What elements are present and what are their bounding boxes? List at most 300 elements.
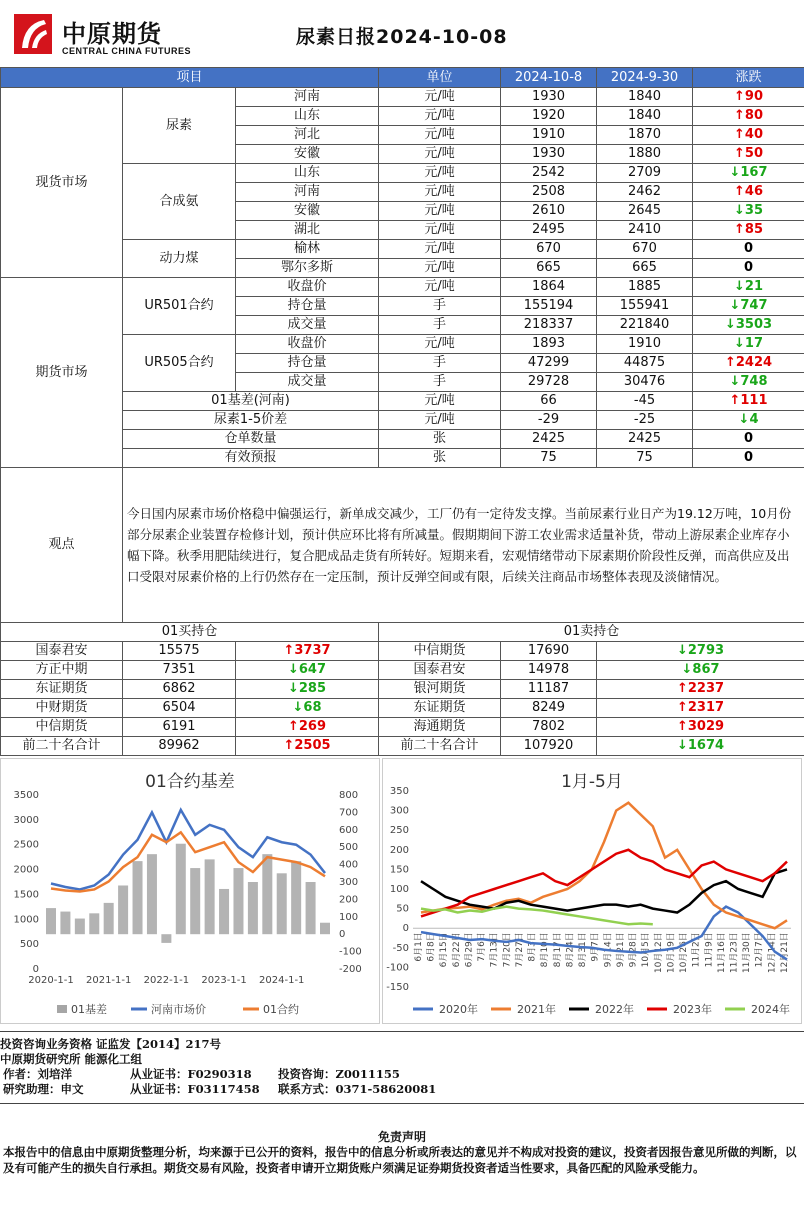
col-header-date1: 2024-10-8 (501, 68, 597, 88)
basis-bar (104, 903, 114, 934)
col-header-change: 涨跌 (693, 68, 804, 88)
x-tick-label: 7月27日 (514, 932, 525, 968)
row-unit: 元/吨 (379, 278, 501, 297)
row-name: 河北 (236, 126, 379, 145)
x-tick-label: 7月20日 (502, 932, 513, 968)
change-value: 2317 (687, 700, 725, 715)
arrow-up-icon: ↑ (283, 643, 295, 658)
row-unit: 元/吨 (379, 88, 501, 107)
buy-change (236, 642, 379, 661)
sell-broker: 中信期货 (379, 642, 501, 661)
buy-volume: 6191 (123, 718, 236, 737)
y-right-tick-label: 100 (339, 911, 359, 923)
y-tick-label: 200 (389, 844, 409, 856)
row-value-previous: 670 (597, 240, 693, 259)
arrow-up-icon: ↑ (676, 681, 688, 696)
arrow-up-icon: ↑ (734, 127, 745, 142)
row-unit: 元/吨 (379, 335, 501, 354)
series-line-2 (421, 869, 787, 912)
row-value-current: 665 (501, 259, 597, 278)
arrow-up-icon: ↑ (724, 355, 736, 370)
row-name: 有效预报 (123, 449, 379, 468)
change-value: 1674 (687, 738, 725, 753)
spread-chart-plot (383, 759, 801, 1023)
row-value-current: -29 (501, 411, 597, 430)
x-tick-label: 12月21日 (780, 932, 790, 974)
y-tick-label: 300 (389, 805, 409, 817)
arrow-down-icon: ↓ (734, 203, 745, 218)
sell-volume: 11187 (501, 680, 597, 699)
y-left-tick-label: 500 (19, 939, 39, 951)
sell-change (597, 680, 804, 699)
legend-label: 2020年 (439, 1003, 478, 1016)
positions-header-row (1, 623, 804, 642)
row-name: 安徽 (236, 202, 379, 221)
basis-bar (60, 912, 70, 935)
legend-swatch (57, 1005, 67, 1013)
group-ammonia: 合成氨 (123, 164, 236, 240)
footer-info (0, 1037, 804, 1097)
y-left-tick-label: 0 (32, 964, 39, 975)
x-tick-label: 11月30日 (742, 932, 753, 974)
row-name: 成交量 (236, 316, 379, 335)
row-value-previous: 1910 (597, 335, 693, 354)
change-value: 3737 (294, 643, 331, 658)
basis-bar (133, 861, 143, 934)
row-change (693, 240, 804, 259)
legend-label: 2022年 (595, 1003, 634, 1016)
row-value-current: 670 (501, 240, 597, 259)
y-right-tick-label: 200 (339, 894, 359, 906)
change-value: 80 (744, 108, 764, 123)
arrow-up-icon: ↑ (729, 393, 741, 408)
x-tick-label: 6月29日 (464, 932, 475, 968)
basis-bar (75, 919, 85, 935)
y-right-tick-label: 0 (339, 929, 346, 941)
footer-consult-cert: 投资咨询：Z0011155 (278, 1067, 400, 1081)
row-value-previous: 155941 (597, 297, 693, 316)
row-unit: 张 (379, 449, 501, 468)
sell-broker: 前二十名合计 (379, 737, 501, 756)
sell-volume: 17690 (501, 642, 597, 661)
row-name: 湖北 (236, 221, 379, 240)
row-change (693, 373, 804, 392)
x-tick-label: 2022-1-1 (143, 975, 190, 986)
y-left-tick-label: 2500 (13, 839, 39, 851)
row-name: 安徽 (236, 145, 379, 164)
basis-bar (262, 854, 272, 934)
x-tick-label: 12月7日 (754, 932, 765, 968)
y-tick-label: -150 (386, 982, 409, 993)
y-tick-label: 250 (389, 825, 409, 837)
x-tick-label: 10月19日 (666, 932, 677, 974)
x-tick-label: 7月13日 (489, 932, 500, 968)
sell-volume: 14978 (501, 661, 597, 680)
buy-volume: 7351 (123, 661, 236, 680)
row-value-previous: 75 (597, 449, 693, 468)
x-tick-label: 10月26日 (679, 932, 690, 974)
basis-bar (233, 868, 243, 934)
row-name: 山东 (236, 164, 379, 183)
row-value-current: 1930 (501, 88, 597, 107)
futures-market-label: 期货市场 (1, 278, 123, 468)
x-tick-label: 8月17日 (552, 932, 563, 968)
row-change (693, 145, 804, 164)
disclaimer-divider (0, 1103, 804, 1104)
row-change (693, 164, 804, 183)
x-tick-label: 6月8日 (426, 932, 437, 962)
arrow-up-icon: ↑ (734, 222, 745, 237)
sell-volume: 8249 (501, 699, 597, 718)
arrow-up-icon: ↑ (734, 89, 745, 104)
row-unit: 元/吨 (379, 240, 501, 259)
change-value: 2237 (687, 681, 725, 696)
footer-institute: 中原期货研究所 能源化工组 (0, 1052, 143, 1066)
row-name: 01基差(河南) (123, 392, 379, 411)
footer-assistant-cert: 从业证书：F03117458 (130, 1082, 260, 1096)
basis-bar (89, 913, 99, 934)
row-value-current: 1930 (501, 145, 597, 164)
market-data-table (0, 67, 804, 623)
change-value: 90 (744, 89, 764, 104)
arrow-up-icon: ↑ (734, 146, 745, 161)
row-change (693, 430, 804, 449)
col-header-unit: 单位 (379, 68, 501, 88)
buy-broker: 前二十名合计 (1, 737, 123, 756)
row-value-current: 2495 (501, 221, 597, 240)
sell-change (597, 718, 804, 737)
sell-volume: 107920 (501, 737, 597, 756)
x-tick-label: 9月21日 (615, 932, 626, 968)
row-unit: 元/吨 (379, 221, 501, 240)
x-tick-label: 2021-1-1 (85, 975, 132, 986)
x-tick-label: 6月15日 (439, 932, 450, 968)
basis-bar (161, 934, 171, 943)
row-change (693, 297, 804, 316)
row-value-previous: 665 (597, 259, 693, 278)
sell-change (597, 699, 804, 718)
row-change (693, 259, 804, 278)
buy-change (236, 680, 379, 699)
row-unit: 元/吨 (379, 411, 501, 430)
row-change (693, 411, 804, 430)
y-tick-label: 150 (389, 864, 409, 876)
row-name: 仓单数量 (123, 430, 379, 449)
row-value-previous: -45 (597, 392, 693, 411)
row-change (693, 316, 804, 335)
row-name: 山东 (236, 107, 379, 126)
buy-broker: 东证期货 (1, 680, 123, 699)
row-name: 收盘价 (236, 335, 379, 354)
x-tick-label: 10月5日 (641, 932, 652, 968)
positions-row (1, 680, 804, 699)
basis-bar (205, 859, 215, 934)
sell-change (597, 661, 804, 680)
x-tick-label: 2024-1-1 (259, 975, 305, 986)
arrow-down-icon: ↓ (287, 662, 299, 677)
footer-assistant-row (0, 1082, 804, 1097)
arrow-up-icon: ↑ (734, 108, 745, 123)
x-tick-label: 8月24日 (565, 932, 576, 968)
table-header-row (1, 68, 804, 88)
footer-contact: 联系方式：0371-58620081 (278, 1082, 437, 1096)
change-value: 35 (744, 203, 764, 218)
buy-broker: 中信期货 (1, 718, 123, 737)
logo-english-name: CENTRAL CHINA FUTURES (62, 46, 191, 56)
positions-row (1, 642, 804, 661)
row-name: 收盘价 (236, 278, 379, 297)
row-unit: 元/吨 (379, 145, 501, 164)
row-name: 鄂尔多斯 (236, 259, 379, 278)
row-value-current: 1864 (501, 278, 597, 297)
y-tick-label: -50 (392, 942, 409, 954)
x-tick-label: 7月6日 (477, 932, 488, 962)
row-change (693, 183, 804, 202)
buy-volume: 6504 (123, 699, 236, 718)
y-left-tick-label: 3000 (13, 814, 39, 826)
row-value-previous: 221840 (597, 316, 693, 335)
col-header-date2: 2024-9-30 (597, 68, 693, 88)
x-tick-label: 9月28日 (628, 932, 639, 968)
row-value-previous: 1885 (597, 278, 693, 297)
row-change (693, 449, 804, 468)
arrow-down-icon: ↓ (292, 700, 304, 715)
basis-chart (0, 758, 380, 1024)
row-change (693, 335, 804, 354)
row-unit: 元/吨 (379, 259, 501, 278)
arrow-down-icon: ↓ (681, 662, 693, 677)
view-row (1, 468, 804, 623)
change-value: 0 (743, 260, 754, 275)
spread-chart (382, 758, 802, 1024)
buy-change (236, 718, 379, 737)
change-value: 50 (744, 146, 764, 161)
row-value-current: 47299 (501, 354, 597, 373)
buy-change (236, 699, 379, 718)
y-right-tick-label: 800 (339, 790, 359, 801)
row-value-previous: 2410 (597, 221, 693, 240)
change-value: 68 (303, 700, 322, 715)
row-value-previous: 2645 (597, 202, 693, 221)
x-tick-label: 10月12日 (653, 932, 664, 974)
row-unit: 元/吨 (379, 183, 501, 202)
row-value-current: 155194 (501, 297, 597, 316)
buy-positions-title: 01买持仓 (1, 623, 379, 642)
row-value-current: 66 (501, 392, 597, 411)
sell-volume: 7802 (501, 718, 597, 737)
x-tick-label: 2020-1-1 (28, 975, 74, 986)
disclaimer-title: 免责声明 (377, 1130, 426, 1144)
sell-change (597, 642, 804, 661)
change-value: 867 (692, 662, 720, 677)
buy-volume: 89962 (123, 737, 236, 756)
change-value: 0 (743, 431, 754, 446)
arrow-down-icon: ↓ (729, 298, 741, 313)
row-change (693, 202, 804, 221)
row-value-current: 1920 (501, 107, 597, 126)
x-tick-label: 11月9日 (704, 932, 715, 968)
row-change (693, 107, 804, 126)
row-value-current: 2425 (501, 430, 597, 449)
change-value: 285 (298, 681, 327, 696)
row-value-current: 29728 (501, 373, 597, 392)
row-name: 河南 (236, 183, 379, 202)
change-value: 269 (298, 719, 327, 734)
arrow-down-icon: ↓ (738, 412, 750, 427)
change-value: 2424 (735, 355, 773, 370)
arrow-up-icon: ↑ (283, 738, 295, 753)
legend-label: 2023年 (673, 1003, 712, 1016)
positions-row (1, 699, 804, 718)
x-tick-label: 6月1日 (414, 932, 424, 962)
row-unit: 元/吨 (379, 126, 501, 145)
row-value-current: 2542 (501, 164, 597, 183)
row-unit: 手 (379, 297, 501, 316)
group-urea: 尿素 (123, 88, 236, 164)
change-value: 647 (298, 662, 327, 677)
positions-row (1, 661, 804, 680)
x-tick-label: 11月2日 (691, 932, 702, 968)
legend-label: 01基差 (71, 1003, 107, 1016)
row-change (693, 88, 804, 107)
change-value: 2505 (294, 738, 331, 753)
x-tick-label: 12月14日 (767, 932, 778, 974)
change-value: 167 (740, 165, 768, 180)
arrow-down-icon: ↓ (734, 279, 745, 294)
change-value: 40 (744, 127, 764, 142)
buy-change (236, 661, 379, 680)
basis-bar (190, 868, 200, 934)
y-tick-label: 50 (396, 903, 409, 915)
change-value: 3029 (687, 719, 725, 734)
basis-bar (46, 908, 56, 934)
row-unit: 张 (379, 430, 501, 449)
positions-row (1, 737, 804, 756)
row-value-previous: 1880 (597, 145, 693, 164)
basis-bar (147, 854, 157, 934)
group-ur505: UR505合约 (123, 335, 236, 392)
buy-broker: 国泰君安 (1, 642, 123, 661)
y-right-tick-label: 600 (339, 824, 359, 836)
legend-label: 2024年 (751, 1003, 790, 1016)
x-tick-label: 11月23日 (729, 932, 740, 974)
arrow-up-icon: ↑ (734, 184, 745, 199)
x-tick-label: 6月22日 (451, 932, 462, 968)
row-value-previous: -25 (597, 411, 693, 430)
footer-divider (0, 1031, 804, 1032)
row-value-previous: 2425 (597, 430, 693, 449)
row-change (693, 354, 804, 373)
row-value-current: 1893 (501, 335, 597, 354)
group-coal: 动力煤 (123, 240, 236, 278)
sell-broker: 东证期货 (379, 699, 501, 718)
row-change (693, 126, 804, 145)
buy-broker: 方正中期 (1, 661, 123, 680)
footer-author-cert: 从业证书：F0290318 (130, 1067, 252, 1081)
buy-volume: 6862 (123, 680, 236, 699)
change-value: 85 (744, 222, 764, 237)
buy-broker: 中财期货 (1, 699, 123, 718)
col-header-item: 项目 (1, 68, 379, 88)
y-right-tick-label: 400 (339, 859, 359, 871)
change-value: 2793 (687, 643, 725, 658)
arrow-down-icon: ↓ (734, 336, 745, 351)
row-value-current: 218337 (501, 316, 597, 335)
y-left-tick-label: 1500 (13, 889, 39, 901)
arrow-up-icon: ↑ (676, 700, 688, 715)
positions-table (0, 622, 804, 756)
sell-broker: 海通期货 (379, 718, 501, 737)
row-value-previous: 1870 (597, 126, 693, 145)
y-right-tick-label: 500 (339, 842, 359, 854)
page-title: 尿素日报2024-10-08 (296, 26, 508, 48)
group-ur501: UR501合约 (123, 278, 236, 335)
charts-area (0, 758, 804, 1026)
x-tick-label: 9月14日 (603, 932, 614, 968)
y-tick-label: -100 (386, 962, 409, 974)
basis-bar (176, 844, 186, 934)
series-line-4 (421, 907, 653, 925)
x-tick-label: 11月16日 (716, 932, 727, 974)
legend-label: 2021年 (517, 1003, 556, 1016)
row-value-previous: 2709 (597, 164, 693, 183)
y-right-tick-label: 300 (339, 877, 359, 888)
legend-label: 河南市场价 (151, 1003, 206, 1016)
disclaimer-text: 本报告中的信息由中原期货整理分析，均来源于已公开的资料，报告中的信息分析或所表达的意见并不构成对投资的建议，投资者因报告意见所做的判断，以及有可能产生的损失自行承担。期货交易有风险，投资者申请开立期货账户须满足证券期货投资者适当性要求，具备匹配的风险承受能力。 (3, 1145, 797, 1175)
footer-author: 作者：刘培洋 (3, 1067, 72, 1081)
row-name: 成交量 (236, 373, 379, 392)
row-value-previous: 1840 (597, 107, 693, 126)
row-unit: 手 (379, 373, 501, 392)
change-value: 21 (744, 279, 764, 294)
x-tick-label: 9月7日 (590, 932, 601, 962)
basis-chart-title: 01合约基差 (145, 772, 235, 792)
row-unit: 元/吨 (379, 392, 501, 411)
y-left-tick-label: 2000 (13, 864, 39, 876)
y-right-tick-label: 700 (339, 807, 359, 819)
row-unit: 元/吨 (379, 202, 501, 221)
row-name: 持仓量 (236, 297, 379, 316)
positions-row (1, 718, 804, 737)
row-value-current: 2610 (501, 202, 597, 221)
basis-bar (219, 889, 229, 934)
footer-author-row (0, 1067, 804, 1082)
row-value-current: 75 (501, 449, 597, 468)
y-right-tick-label: -100 (339, 946, 362, 958)
arrow-down-icon: ↓ (676, 738, 688, 753)
row-value-current: 2508 (501, 183, 597, 202)
footer-assistant: 研究助理：申文 (3, 1082, 84, 1096)
row-value-previous: 30476 (597, 373, 693, 392)
basis-bar (248, 882, 258, 934)
sell-change (597, 737, 804, 756)
change-value: 747 (740, 298, 768, 313)
row-unit: 元/吨 (379, 164, 501, 183)
change-value: 46 (744, 184, 764, 199)
report-header (0, 0, 804, 67)
arrow-down-icon: ↓ (676, 643, 688, 658)
row-name: 尿素1-5价差 (123, 411, 379, 430)
y-tick-label: 0 (402, 923, 409, 935)
x-tick-label: 8月3日 (527, 932, 538, 962)
y-tick-label: 100 (389, 884, 409, 895)
row-change (693, 392, 804, 411)
view-label: 观点 (1, 468, 123, 623)
buy-change (236, 737, 379, 756)
spread-chart-title: 1月-5月 (561, 772, 623, 792)
row-value-previous: 44875 (597, 354, 693, 373)
change-value: 17 (744, 336, 764, 351)
